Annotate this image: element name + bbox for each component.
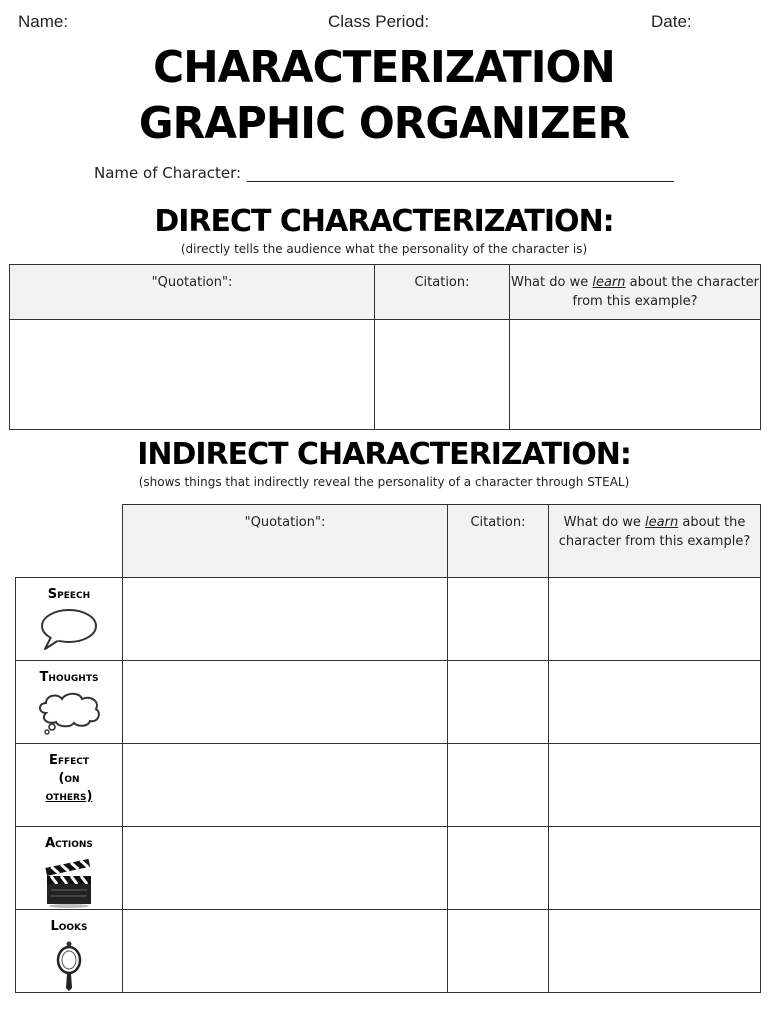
citation-column-header: Citation:: [448, 505, 549, 578]
speech-row-label: [16, 578, 123, 661]
table-row-actions: [16, 827, 761, 910]
indirect-characterization-table: [15, 504, 761, 993]
date-label: Date:: [651, 12, 692, 31]
effect-label-on: (on: [58, 771, 80, 786]
thoughts-label: Thoughts: [39, 670, 99, 685]
table-row-effect: [16, 744, 761, 827]
actions-label: Actions: [45, 836, 93, 851]
table-header-row: [16, 505, 761, 578]
clapperboard-icon: [43, 857, 95, 909]
character-name-blank[interactable]: [247, 164, 674, 182]
citation-cell[interactable]: [448, 910, 549, 993]
character-name-label: Name of Character:: [94, 164, 242, 182]
looks-row-label: [16, 910, 123, 993]
actions-row-label: [16, 827, 123, 910]
quotation-cell[interactable]: [10, 320, 375, 430]
learn-cell[interactable]: [549, 578, 761, 661]
citation-cell[interactable]: [448, 578, 549, 661]
citation-cell[interactable]: [448, 744, 549, 827]
learn-cell[interactable]: [510, 320, 761, 430]
table-row-thoughts: [16, 661, 761, 744]
quotation-cell[interactable]: [123, 827, 448, 910]
table-row: [10, 320, 761, 430]
quotation-column-header: "Quotation":: [10, 265, 375, 320]
indirect-section-subtitle: (shows things that indirectly reveal the personality of a character through STEAL): [138, 475, 630, 489]
table-row-speech: [16, 578, 761, 661]
learn-column-header: What do we learn about the character from this example?: [549, 505, 761, 578]
quotation-cell[interactable]: [123, 744, 448, 827]
page-title-line-2: GRAPHIC ORGANIZER: [138, 98, 630, 149]
effect-label-others: others): [45, 789, 93, 804]
learn-cell[interactable]: [549, 661, 761, 744]
learn-cell[interactable]: [549, 744, 761, 827]
corner-blank: [16, 505, 123, 578]
quotation-column-header: "Quotation":: [123, 505, 448, 578]
direct-characterization-table: [9, 264, 761, 430]
learn-column-header: What do we learn about the character from this example?: [510, 265, 761, 320]
effect-label: Effect: [48, 753, 90, 768]
class-period-label: Class Period:: [328, 12, 430, 31]
quotation-cell[interactable]: [123, 661, 448, 744]
speech-label: Speech: [47, 587, 91, 602]
learn-cell[interactable]: [549, 910, 761, 993]
thoughts-row-label: [16, 661, 123, 744]
name-label: Name:: [18, 12, 69, 31]
direct-section-subtitle: (directly tells the audience what the personality of the character is): [180, 242, 588, 256]
effect-row-label: [16, 744, 123, 827]
citation-cell[interactable]: [375, 320, 510, 430]
indirect-section-title: INDIRECT CHARACTERIZATION:: [137, 437, 631, 472]
hand-mirror-icon: [54, 940, 84, 992]
speech-bubble-icon: [39, 608, 99, 652]
citation-column-header: Citation:: [375, 265, 510, 320]
page-title-line-1: CHARACTERIZATION: [153, 42, 615, 93]
table-row-looks: [16, 910, 761, 993]
citation-cell[interactable]: [448, 661, 549, 744]
thought-cloud-icon: [34, 691, 104, 735]
looks-label: Looks: [50, 919, 88, 934]
learn-cell[interactable]: [549, 827, 761, 910]
quotation-cell[interactable]: [123, 578, 448, 661]
table-header-row: [10, 265, 761, 320]
citation-cell[interactable]: [448, 827, 549, 910]
quotation-cell[interactable]: [123, 910, 448, 993]
character-name-field: [94, 164, 674, 182]
direct-section-title: DIRECT CHARACTERIZATION:: [154, 204, 614, 239]
